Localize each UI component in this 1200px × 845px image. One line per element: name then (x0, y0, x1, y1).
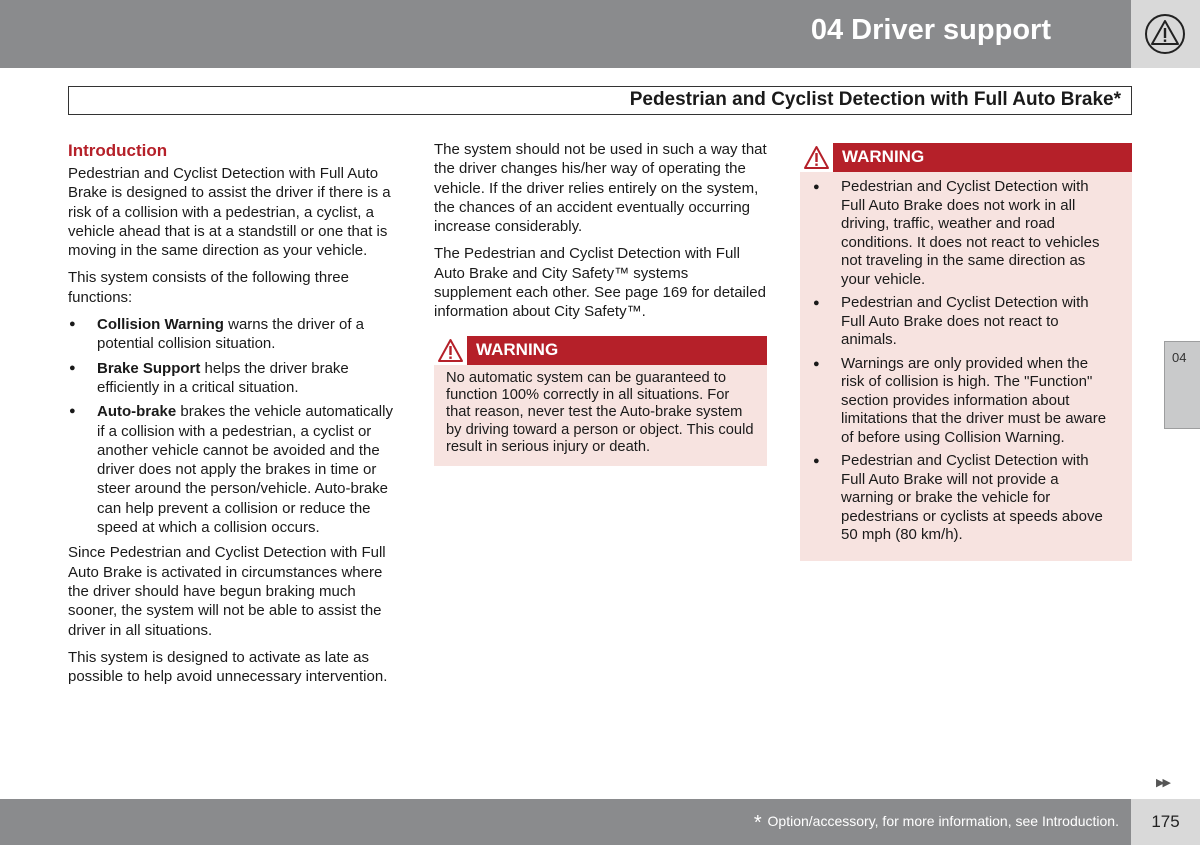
function-term: Auto-brake (97, 403, 177, 421)
function-text: helps the driver brake efficiently in a critical situation. (97, 359, 349, 396)
warning-box (434, 336, 767, 466)
header-icon-box (1131, 0, 1200, 68)
chapter-title: 04 Driver support (810, 14, 1051, 46)
warning-header (800, 143, 1132, 172)
warning-box (800, 143, 1132, 561)
intro-paragraph-4: This system is designed to activate as late as possible to help avoid unnecessary intervention. (68, 648, 388, 686)
function-term: Collision Warning (97, 316, 224, 334)
warning-icon-box (800, 143, 833, 172)
header-bar (0, 0, 1131, 68)
list-item (68, 315, 400, 354)
col2-paragraph-1: The system should not be used in such a way that the driver changes his/her way of operating the vehicle. If the driver relies entirely on the system, the chances of an accident eventually occurring increase considerably. (434, 141, 767, 236)
intro-paragraph-1: Pedestrian and Cyclist Detection with Full Auto Brake is designed to assist the driver if there is a risk of a collision with a pedestrian, a cyclist, a vehicle ahead that is at a standstill or one that is moving in the same direction as your vehicle. (68, 165, 391, 260)
section-title-box (68, 86, 1132, 115)
column-3 (800, 140, 1132, 561)
intro-paragraph-3: Since Pedestrian and Cyclist Detection with Full Auto Brake is activated in circumstances where the driver should have begun braking much sooner, the system will not be able to assist the driver in all situations. (68, 544, 386, 639)
function-text: brakes the vehicle automatically if a collision with a pedestrian, a cyclist or another vehicle cannot be avoided and the driver does not apply the brakes in time or steer around the person/vehicle. Auto-brake can help prevent a collision or reduce the speed at which a collision occurs. (97, 403, 393, 537)
footer-note (754, 812, 1119, 835)
function-term: Brake Support (97, 359, 201, 377)
list-item: ● Pedestrian and Cyclist Detection with Full Auto Brake does not react to animals. (812, 294, 1114, 350)
footnote-text: Option/accessory, for more information, see Introduction. (767, 813, 1119, 829)
chapter-side-tab-label: 04 (1172, 350, 1187, 365)
list-item: ● Pedestrian and Cyclist Detection with Full Auto Brake will not provide a warning or brake the vehicle for pedestrians or cyclists at speeds above 50 mph (80 km/h). (812, 452, 1114, 545)
list-item: ● Warnings are only provided when the risk of collision is high. The "Function" section provides information about limitations that the driver must be aware of before using Collision Warning. (812, 355, 1114, 448)
intro-paragraph-2: This system consists of the following three functions: (68, 269, 349, 306)
list-item: ● Pedestrian and Cyclist Detection with Full Auto Brake does not work in all driving, traffic, weather and road conditions. It does not react to vehicles not traveling in the same direction as your vehicle. (812, 178, 1114, 289)
intro-heading: Introduction (68, 141, 168, 160)
warning-label: WARNING (842, 147, 925, 166)
warning-triangle-icon (803, 145, 830, 170)
column-1 (68, 140, 400, 694)
list-item (68, 359, 400, 398)
warning-icon-box (434, 336, 467, 365)
page-number: 175 (1131, 799, 1200, 845)
double-arrow-right-icon[interactable]: ▶▶ (1156, 777, 1169, 789)
footnote-star: * (753, 812, 762, 834)
section-title: Pedestrian and Cyclist Detection with Full Auto Brake* (629, 89, 1121, 110)
warning-triangle-icon (437, 338, 464, 363)
chapter-side-tab[interactable] (1164, 341, 1200, 429)
warning-header (434, 336, 767, 365)
warning-text: No automatic system can be guaranteed to function 100% correctly in all situations. For that reason, never test the Auto-brake system by driving toward a person or object. This could result in serious injury or death. (446, 369, 754, 455)
list-item (68, 402, 400, 537)
footer-bar (0, 799, 1131, 845)
column-2 (434, 140, 767, 466)
function-text: warns the driver of a potential collision situation. (97, 316, 364, 353)
col2-paragraph-2: The Pedestrian and Cyclist Detection with Full Auto Brake and City Safety™ systems supplement each other. See page 169 for detailed information about City Safety™. (434, 245, 766, 321)
functions-list (68, 315, 400, 537)
warning-list (812, 178, 1114, 545)
warning-label: WARNING (476, 339, 559, 359)
warning-body (800, 172, 1132, 561)
warning-triangle-circle-icon (1144, 13, 1186, 55)
